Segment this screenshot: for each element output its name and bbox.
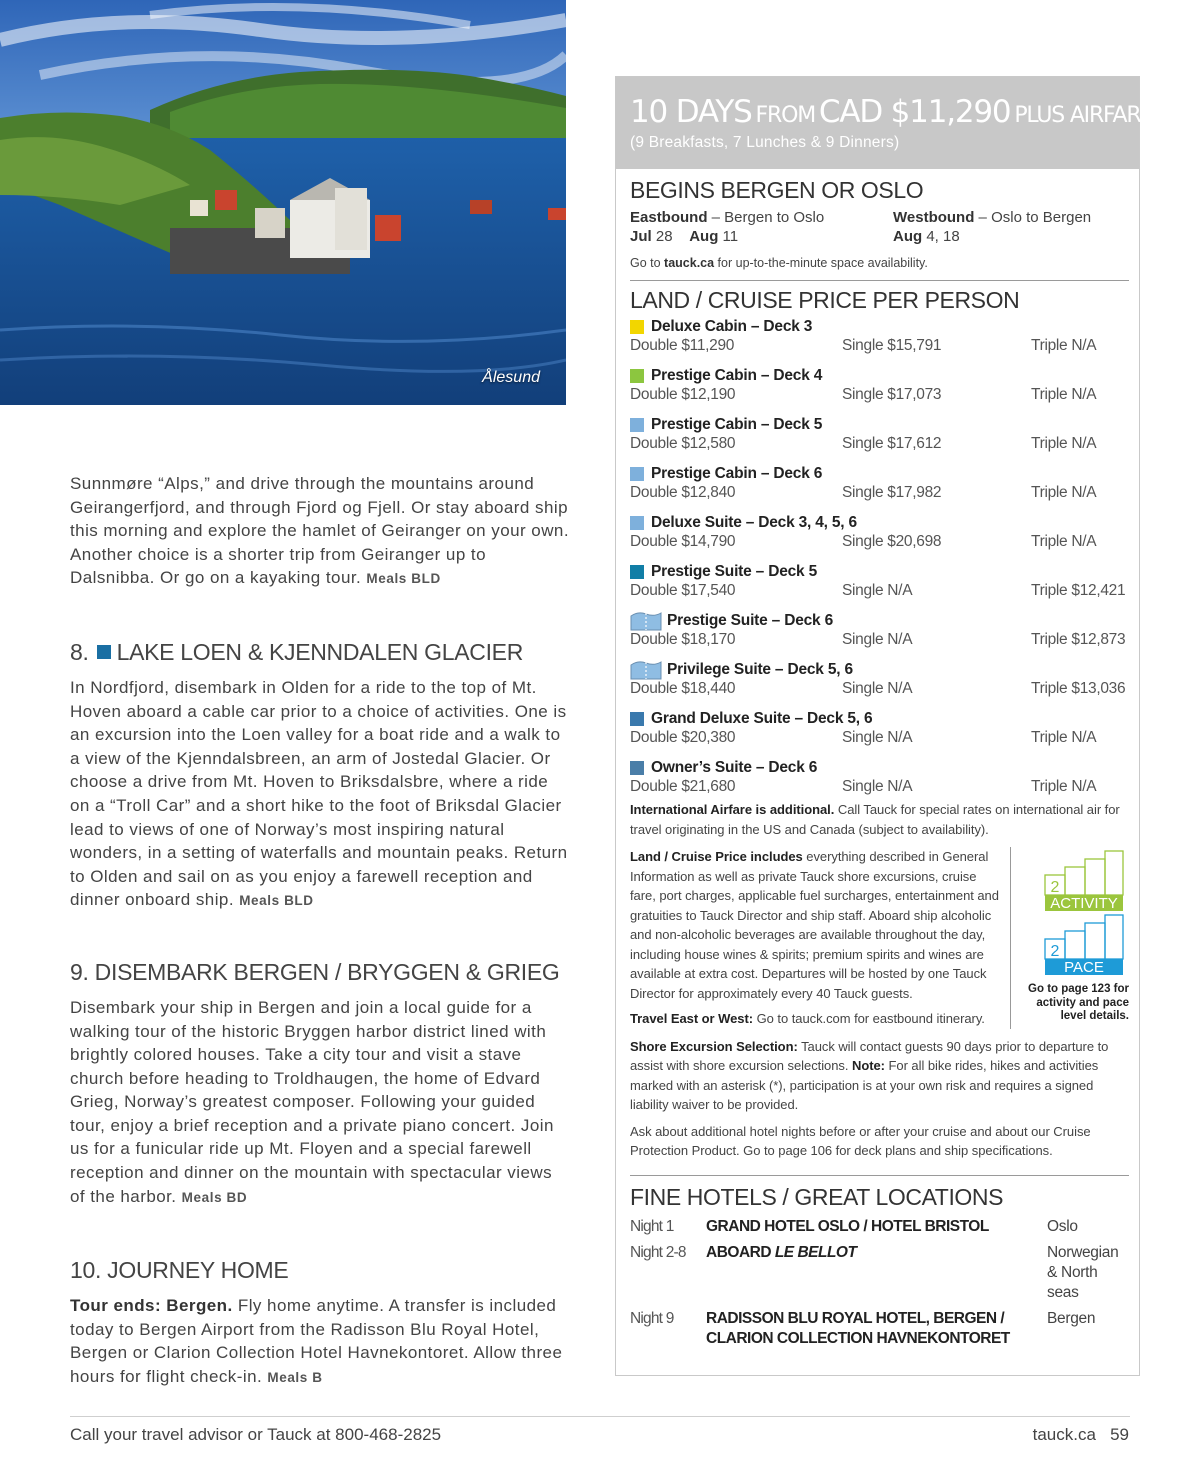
day8-meals: Meals BLD	[239, 893, 314, 909]
eastbound-dates	[630, 227, 893, 246]
activity-level-3-bar	[1085, 859, 1105, 895]
cabin-row	[630, 561, 1129, 610]
airfare-lead: International Airfare is additional.	[630, 802, 835, 817]
eastbound-month-2: Aug	[689, 228, 719, 245]
price-triple: Triple N/A	[1031, 484, 1097, 501]
price-single: Single N/A	[842, 582, 913, 599]
footer-site[interactable]: tauck.ca	[1032, 1425, 1096, 1444]
footer-divider	[70, 1416, 1130, 1417]
availability-note-pre: Go to	[630, 256, 665, 270]
airfare-note	[630, 800, 1129, 839]
westbound-month-1: Aug	[893, 228, 923, 245]
day10-text: Fly home anytime. A transfer is included today to Bergen Airport from the Radisson Blu Royal Hotel, Bergen or Clarion Collection Hotel Havnekontoret. Allow three hours for flight check-in.	[70, 1296, 563, 1387]
cabin-prices	[630, 582, 1129, 600]
activity-level-2-bar	[1065, 867, 1085, 895]
price-triple: Triple $13,036	[1031, 680, 1126, 697]
travel-note	[630, 1009, 1005, 1029]
cabin-balcony-swatch-icon	[630, 611, 662, 631]
banner-meals: (9 Breakfasts, 7 Lunches & 9 Dinners)	[630, 134, 900, 151]
alesund-photo	[0, 0, 566, 405]
pace-level-number: 2	[1050, 943, 1060, 960]
intro-paragraph	[70, 472, 570, 591]
cabin-name-row	[630, 561, 1129, 582]
westbound-dates	[893, 227, 1129, 246]
cabin-prices	[630, 631, 1129, 649]
price-single: Single N/A	[842, 631, 913, 648]
banner-title	[630, 94, 1154, 130]
eastbound-days-2: 11	[718, 228, 739, 245]
photo-caption: Ålesund	[482, 369, 540, 386]
price-triple: Triple N/A	[1031, 386, 1097, 403]
hotel-name-text: GRAND HOTEL OSLO / HOTEL BRISTOL	[706, 1217, 989, 1235]
shore-excursion-note	[630, 1037, 1129, 1115]
price-double: Double $11,290	[630, 337, 735, 354]
cabin-row	[630, 610, 1129, 659]
cabin-name: Prestige Suite – Deck 5	[651, 562, 817, 580]
day9-heading: 9. DISEMBARK BERGEN / BRYGGEN & GRIEG	[70, 958, 560, 985]
cabin-name: Deluxe Suite – Deck 3, 4, 5, 6	[651, 513, 857, 531]
prices-title: LAND / CRUISE PRICE PER PERSON	[630, 287, 1020, 313]
cabin-name: Grand Deluxe Suite – Deck 5, 6	[651, 709, 873, 727]
availability-note	[630, 256, 1129, 270]
cabin-name-row	[630, 757, 1129, 778]
hotel-name	[706, 1309, 1047, 1349]
divider	[630, 280, 1129, 281]
day9-paragraph	[70, 996, 570, 1209]
cabin-color-swatch	[630, 565, 644, 579]
westbound-label: Westbound	[893, 209, 975, 226]
hotel-name-text: ABOARD	[706, 1243, 775, 1261]
westbound-days-1: 4, 18	[922, 228, 960, 245]
eastbound-month-1: Jul	[630, 228, 652, 245]
includes-text: everything described in General Information as well as private Tauck shore excursions, cruise fare, port charges, applicable fuel surcharges, entertainment and gratuities to Tauck Director and ship staff. Aboard ship alcoholic and non-alcoholic beverages are available throughout the day, including house wines & spirits; premium spirits and wines are available at extra cost. Departures will be hosted by one Tauck Director for approximately every 40 Tauck guests.	[630, 849, 999, 1001]
hotel-nights-note: Ask about additional hotel nights before or after your cruise and about our Cruise Protection Product. Go to page 106 for deck plans and ship specifications.	[630, 1123, 1091, 1158]
shore-text: Tauck will contact guests 90 days prior to departure to assist with shore excursion selections.	[630, 1038, 1109, 1073]
footer-right	[1033, 1425, 1129, 1445]
cabin-row	[630, 708, 1129, 757]
note-lead: Note:	[851, 1058, 885, 1073]
cabin-color-swatch	[630, 418, 644, 432]
day8-title: LAKE LOEN & KJENNDALEN GLACIER	[116, 638, 524, 665]
cabin-color-swatch	[630, 467, 644, 481]
ship-name: LE BELLOT	[774, 1243, 857, 1261]
price-double: Double $20,380	[630, 729, 736, 746]
intro-meals: Meals BLD	[366, 571, 441, 587]
day8-heading	[70, 639, 570, 666]
pace-level-3-bar	[1085, 923, 1105, 959]
itinerary-column	[70, 472, 570, 1390]
cabin-name: Prestige Suite – Deck 6	[667, 611, 833, 629]
travel-lead: Travel East or West:	[630, 1011, 754, 1026]
activity-label: ACTIVITY	[1050, 895, 1118, 912]
airfare-text: Call Tauck for special rates on international air for travel originating in the US and Canada (subject to availability).	[630, 802, 1120, 837]
cabin-color-swatch	[630, 369, 644, 383]
price-double: Double $12,580	[630, 435, 736, 452]
activity-level-number: 2	[1050, 879, 1060, 896]
cabin-name-row	[630, 659, 1129, 680]
cabin-balcony-swatch-icon	[630, 660, 662, 680]
cabin-name: Privilege Suite – Deck 5, 6	[667, 660, 853, 678]
footer-phone: Call your travel advisor or Tauck at 800-468-2825	[70, 1425, 442, 1444]
day10-meals: Meals B	[267, 1370, 323, 1386]
activity-badge	[1045, 851, 1123, 912]
eastbound-label: Eastbound	[630, 209, 708, 226]
cabin-name-row	[630, 316, 1129, 337]
pace-level-4-bar	[1105, 915, 1123, 959]
cabin-prices	[630, 386, 1129, 404]
hotel-location: Oslo	[1047, 1217, 1078, 1235]
price-single: Single $20,698	[842, 533, 942, 550]
cabin-color-swatch	[630, 712, 644, 726]
hotel-night: Night 1	[630, 1217, 674, 1235]
cabin-name-row	[630, 365, 1129, 386]
cabin-prices	[630, 533, 1129, 551]
cabin-name: Prestige Cabin – Deck 6	[651, 464, 823, 482]
cabin-prices	[630, 484, 1129, 502]
includes-note	[630, 847, 1005, 1003]
hotel-location: Bergen	[1047, 1309, 1096, 1327]
hotels-section	[616, 1184, 1139, 1349]
price-panel	[615, 76, 1154, 1376]
price-triple: Triple $12,421	[1031, 582, 1126, 599]
cabin-name: Prestige Cabin – Deck 5	[651, 415, 823, 433]
price-single: Single $15,791	[842, 337, 942, 354]
day9-meals: Meals BD	[181, 1189, 248, 1205]
cabin-row	[630, 365, 1129, 414]
activity-level-4-bar	[1105, 851, 1123, 895]
cabin-name-row	[630, 463, 1129, 484]
day8-paragraph	[70, 676, 570, 913]
day8-text: In Nordfjord, disembark in Olden for a ride to the top of Mt. Hoven aboard a cable car prior to a choice of activities. One is an excursion into the Loen valley for a boat ride and a walk to a view of the Kjenndalsbreen, an arm of Jostedal Glacier. Or choose a drive from Mt. Hoven to Briksdalsbre, where a ride on a “Troll Car” and a short hike to the foot of Briksdal Glacier lead to views of one of Norway’s most inspiring natural wonders, in a setting of waterfalls and mountain peaks. Return to Olden and sail on as you enjoy a farewell reception and dinner onboard ship.	[70, 677, 568, 910]
cabin-name: Deluxe Cabin – Deck 3	[651, 317, 813, 335]
cabin-name-row	[630, 708, 1129, 729]
price-double: Double $14,790	[630, 533, 736, 550]
price-double: Double $18,440	[630, 680, 736, 697]
cabin-name-row	[630, 610, 1129, 631]
hotel-night: Night 9	[630, 1309, 674, 1327]
cabin-prices	[630, 680, 1129, 698]
cabin-row	[630, 659, 1129, 708]
banner-price: CAD $11,290	[818, 94, 1011, 130]
banner-from: FROM	[755, 103, 815, 128]
pace-label: PACE	[1063, 959, 1104, 975]
travel-text: Go to tauck.com for eastbound itinerary.	[753, 1011, 985, 1026]
eastbound-route: – Bergen to Oslo	[707, 209, 825, 226]
price-single: Single N/A	[842, 778, 913, 795]
hotel-location: Norwegian & North seas	[1047, 1243, 1119, 1301]
price-double: Double $21,680	[630, 778, 736, 795]
divider	[630, 1175, 1129, 1176]
begins-title: BEGINS BERGEN OR OSLO	[630, 177, 924, 203]
cabin-name: Prestige Cabin – Deck 4	[651, 366, 823, 384]
level-badges	[1010, 847, 1129, 1029]
includes-block	[630, 847, 1005, 1029]
cabin-row	[630, 512, 1129, 561]
price-single: Single $17,612	[842, 435, 942, 452]
alesund-scene	[0, 0, 566, 405]
day10-heading: 10. JOURNEY HOME	[70, 1257, 289, 1284]
price-single: Single $17,073	[842, 386, 942, 403]
price-single: Single N/A	[842, 729, 913, 746]
cabin-name-row	[630, 414, 1129, 435]
cabin-prices	[630, 778, 1129, 796]
cabin-row	[630, 757, 1129, 806]
cabin-row	[630, 414, 1129, 463]
pace-level-2-bar	[1065, 931, 1085, 959]
info-section	[616, 800, 1139, 1161]
day8-number: 8.	[70, 638, 89, 665]
westbound-route: – Oslo to Bergen	[974, 209, 1092, 226]
cabin-row	[630, 463, 1129, 512]
eastbound-label-row	[630, 208, 893, 227]
cabin-name-row	[630, 512, 1129, 533]
cabin-prices	[630, 435, 1129, 453]
page-number: 59	[1110, 1425, 1129, 1444]
level-badges-graphic	[1017, 847, 1125, 975]
activity-square-icon	[97, 645, 111, 659]
price-triple: Triple N/A	[1031, 778, 1097, 795]
hotel-row	[630, 1243, 1129, 1303]
day9-text: Disembark your ship in Bergen and join a local guide for a walking tour of the historic Bryggen harbor district lined with brightly colored houses. Take a city tour and visit a stave church before heading to Troldhaugen, the home of Edvard Grieg, Norway’s greatest composer. Following your guided tour, enjoy a brief reception and a private piano concert. Join us for a funicular ride up Mt. Floyen and a special farewell reception and dinner on the mountain with spectacular views of the harbor.	[70, 997, 554, 1206]
intro-text: Sunnmøre “Alps,” and drive through the mountains around Geirangerfjord, and through Fjord og Fjell. Or stay aboard ship this morning and explore the hamlet of Geiranger on your own. Another choice is a shorter trip from Geiranger up to Dalsnibba. Or go on a kayaking tour.	[70, 474, 569, 588]
price-banner	[616, 77, 1154, 169]
shore-lead: Shore Excursion Selection:	[630, 1038, 798, 1054]
cabin-color-swatch	[630, 320, 644, 334]
hotel-list	[630, 1217, 1129, 1349]
hotel-row	[630, 1217, 1129, 1237]
availability-note-post: for up-to-the-minute space availability.	[714, 256, 928, 270]
hotel-name	[706, 1217, 1047, 1237]
price-double: Double $18,170	[630, 631, 736, 648]
westbound-label-row	[893, 208, 1129, 227]
hotel-night: Night 2-8	[630, 1243, 686, 1261]
banner-plus-airfare: PLUS AIRFARE	[1014, 103, 1154, 128]
cabin-row	[630, 316, 1129, 365]
hotel-row	[630, 1309, 1129, 1349]
price-double: Double $17,540	[630, 582, 736, 599]
price-triple: Triple N/A	[1031, 337, 1097, 354]
begins-section	[616, 177, 1139, 270]
hotel-name	[706, 1243, 1047, 1303]
cabin-color-swatch	[630, 761, 644, 775]
includes-lead: Land / Cruise Price includes	[630, 849, 803, 864]
hotel-name-text: RADISSON BLU ROYAL HOTEL, BERGEN / CLARION COLLECTION HAVNEKONTORET	[706, 1309, 1010, 1347]
eastbound-days-1: 28	[651, 228, 673, 245]
prices-section	[616, 287, 1139, 806]
day10-lead: Tour ends: Bergen.	[70, 1296, 233, 1316]
hotels-title: FINE HOTELS / GREAT LOCATIONS	[630, 1183, 1004, 1210]
cabin-prices	[630, 729, 1129, 747]
pace-badge	[1045, 915, 1123, 975]
price-single: Single $17,982	[842, 484, 942, 501]
day10-paragraph	[70, 1294, 570, 1389]
price-double: Double $12,190	[630, 386, 736, 403]
cabin-prices	[630, 337, 1129, 355]
price-triple: Triple $12,873	[1031, 631, 1126, 648]
price-triple: Triple N/A	[1031, 435, 1097, 452]
levels-caption: Go to page 123 for activity and pace level details.	[1028, 983, 1129, 1022]
price-double: Double $12,840	[630, 484, 736, 501]
banner-days: 10 DAYS	[630, 94, 752, 130]
price-triple: Triple N/A	[1031, 729, 1097, 746]
note-text: For all bike rides, hikes and activities marked with an asterisk (*), participation is at your own risk and requires a signed liability waiver to be provided.	[630, 1058, 1099, 1112]
availability-link[interactable]: tauck.ca	[664, 256, 715, 270]
price-triple: Triple N/A	[1031, 533, 1097, 550]
cabin-list	[630, 316, 1129, 806]
cabin-color-swatch	[630, 516, 644, 530]
price-single: Single N/A	[842, 680, 913, 697]
cabin-name: Owner’s Suite – Deck 6	[651, 758, 818, 776]
